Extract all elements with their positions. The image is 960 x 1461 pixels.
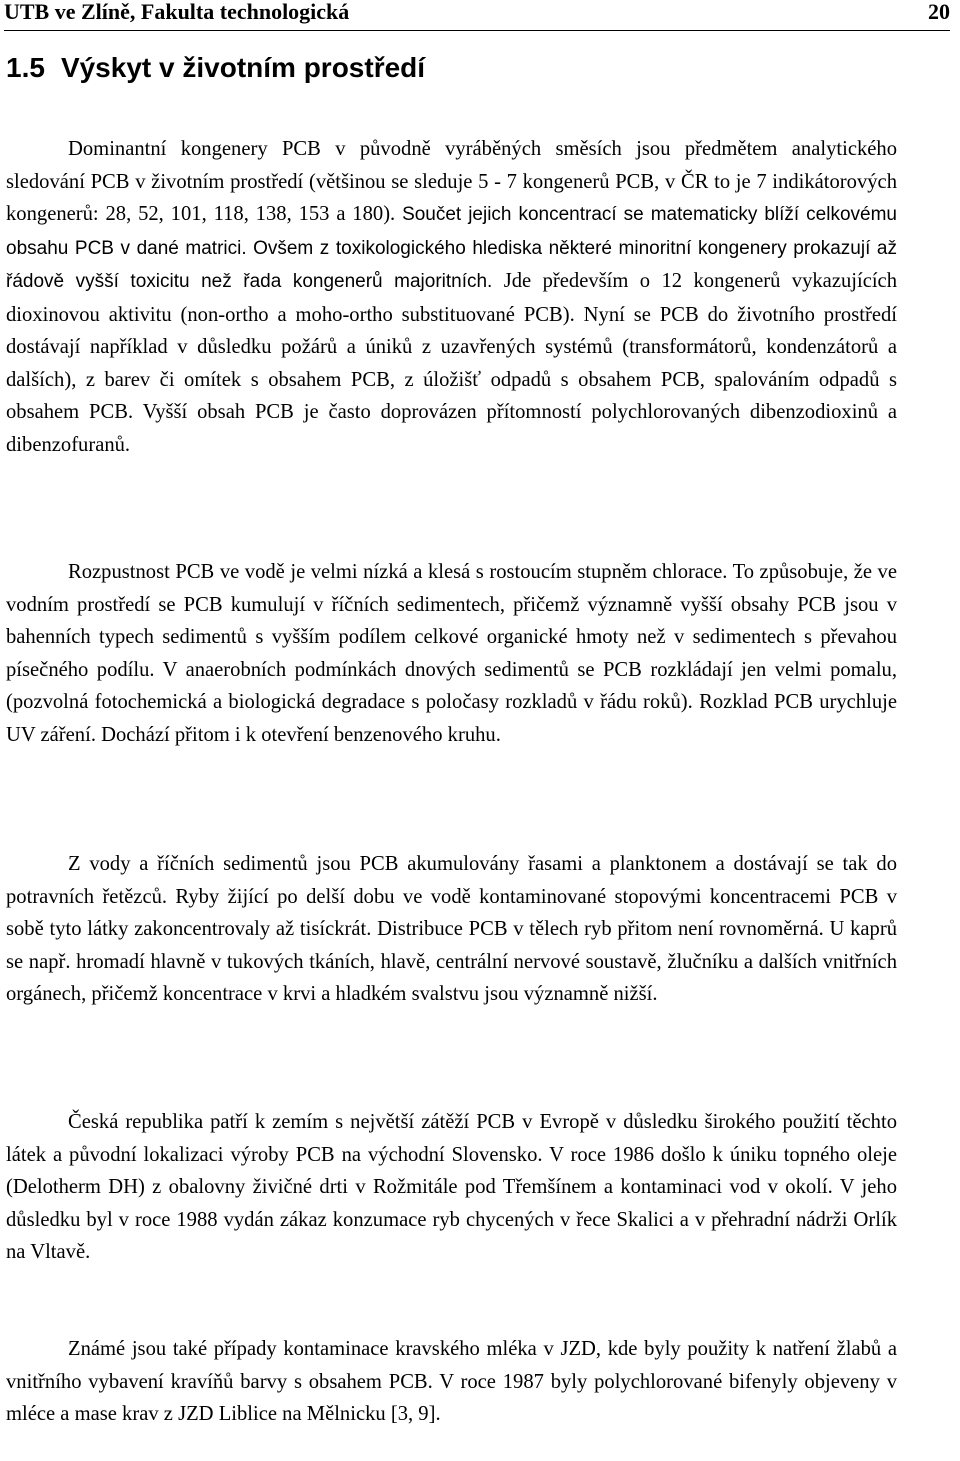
paragraph-bioaccumulation: Z vody a říčních sedimentů jsou PCB akumulovány řasami a planktonem a dostávají se tak do potravních řetězců. Ryby žijící po delší dobu ve vodě kontaminované stopovými koncentracemi PCB v sobě tyto látky zakoncentrovaly až tisíckrát. Distribuce PCB v tělech ryb přitom není rovnoměrná. U kaprů se např. hromadí hlavně v tukových tkáních, hlavě, centrální nervové soustavě, žlučníku a dalších vnitřních orgánech, přičemž koncentrace v krvi a hladkém svalstvu jsou významně nižší. [6, 853, 897, 1006]
paragraph-sentence: Dominantní kongenery PCB v původně vyráběných směsích jsou předmětem analytického sledování PCB v životním prostředí (většinou se sleduje 5 - 7 kongenerů PCB, v ČR to je 7 indikátorových kongenerů: 28, 52, 101, 118, 138, 153 a 180). [6, 138, 897, 226]
running-header [4, 0, 950, 31]
paragraph-sentence: Ovšem z toxikologického hlediska některé minoritní kongenery prokazují až řádově vyšší toxicitu než řada kongenerů majoritních. [6, 237, 897, 293]
page-number: 20 [928, 0, 950, 24]
section-number: 1.5 [6, 52, 45, 83]
header-institution: UTB ve Zlíně, Fakulta technologická [4, 0, 350, 24]
paragraph-czech-republic: Česká republika patří k zemím s největší zátěží PCB v Evropě v důsledku širokého použití těchto látek a původní lokalizaci výroby PCB na východní Slovensko. V roce 1986 došlo k úniku topného oleje (Delotherm DH) z obalovny živičné drti v Rožmitále pod Třemšínem a kontaminaci vod v okolí. V jeho důsledku byl v roce 1988 vydán zákaz konzumace ryb chycených v řece Skalici a v přehradní nádrži Orlík na Vltavě. [6, 1111, 897, 1264]
paragraph-sentence: Jde především o 12 kongenerů vykazujících dioxinovou aktivitu (non-ortho a moho-ortho substituované PCB). [6, 270, 897, 326]
paragraph-pcb-monitoring [6, 133, 897, 461]
section-title: Výskyt v životním prostředí [60, 52, 426, 83]
paragraph-sentence: Nyní se PCB do životního prostředí dostávají například v důsledku požárů a úniků z uzavřených systémů (transformátorů, kondenzátorů a dalších), z barev či omítek s obsahem PCB, z úložišť odpadů s obsahem PCB, spalováním odpadů s obsahem PCB. Vyšší obsah PCB je často doprovázen přítomností polychlorovaných dibenzodioxinů a dibenzofuranů. [6, 303, 897, 456]
paragraph-sentence: Součet jejich koncentrací se matematicky blíží celkovému obsahu PCB v dané matrici. [6, 204, 897, 259]
section-heading [6, 50, 425, 86]
paragraph-solubility: Rozpustnost PCB ve vodě je velmi nízká a klesá s rostoucím stupněm chlorace. To způsobuje, že ve vodním prostředí se PCB kumulují v říčních sedimentech, přičemž významně vyšší obsahy PCB jsou v bahenních typech sedimentů s vyšším podílem celkové organické hmoty než v sedimentech s převahou písečného podílu. V anaerobních podmínkách dnových sedimentů se PCB rozkládají jen velmi pomalu, (pozvolná fotochemická a biologická degradace s poločasy rozkladů v řádu roků). Rozklad PCB urychluje UV záření. Dochází přitom i k otevření benzenového kruhu. [6, 561, 897, 746]
paragraph-milk-contamination: Známé jsou také případy kontaminace kravského mléka v JZD, kde byly použity k natření žlabů a vnitřního vybavení kravíňů barvy s obsahem PCB. V roce 1987 byly polychlorované bifenyly objeveny v mléce a mase krav z JZD Liblice na Mělnicku [3, 9]. [6, 1338, 897, 1426]
